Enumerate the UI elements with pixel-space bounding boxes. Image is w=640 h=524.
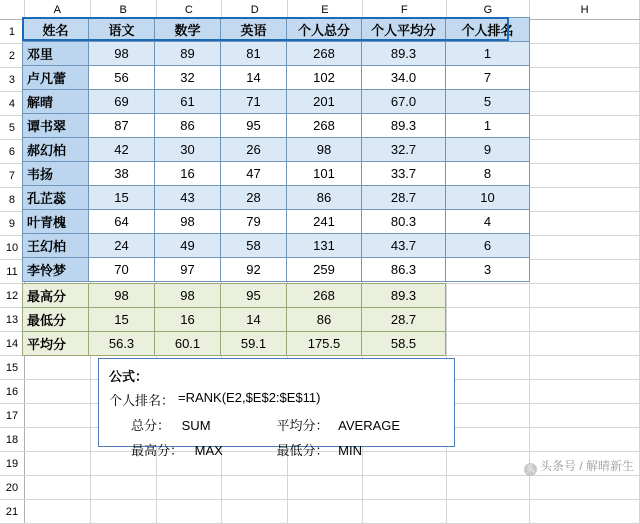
rank-label: 个人排名： [109,393,175,408]
row-header-20[interactable]: 20 [0,476,24,500]
score-cell-average[interactable]: 89.3 [362,114,446,138]
column-header-c[interactable]: C [156,0,222,20]
grid-corner[interactable] [0,0,24,20]
grid-cell[interactable] [288,500,363,524]
grid-cell[interactable] [530,500,640,524]
score-cell-total[interactable]: 131 [287,234,362,258]
score-cell-rank[interactable]: 7 [446,66,530,90]
table-row[interactable] [23,138,530,162]
student-name-cell[interactable]: 孔芷蕊 [23,186,89,210]
row-header-2[interactable]: 2 [0,44,24,68]
grid-cell[interactable] [446,428,530,452]
row-header-8[interactable]: 8 [0,188,24,212]
grid-cell[interactable] [530,332,640,356]
score-cell-rank[interactable]: 10 [446,186,530,210]
min-fn: MIN [338,443,362,458]
column-header-h[interactable]: H [530,0,640,20]
summary-cell-math[interactable]: 60.1 [155,332,221,356]
summary-cell-total[interactable]: 86 [287,308,362,332]
formula-note-box [98,358,455,458]
row-header-9[interactable]: 9 [0,212,24,236]
grid-cell[interactable] [24,428,90,452]
grid-cell[interactable] [24,380,90,404]
grid-cell[interactable] [446,476,530,500]
score-cell-average[interactable]: 33.7 [362,162,446,186]
student-name-cell[interactable]: 解晴 [23,90,89,114]
score-cell-english[interactable]: 58 [221,234,287,258]
summary-cell-english[interactable]: 59.1 [221,332,287,356]
score-cell-english[interactable]: 26 [221,138,287,162]
score-cell-english[interactable]: 92 [221,258,287,282]
row-header-4[interactable]: 4 [0,92,24,116]
score-cell-average[interactable]: 80.3 [362,210,446,234]
row-header-18[interactable]: 18 [0,428,24,452]
row-header-15[interactable]: 15 [0,356,24,380]
table-row[interactable] [23,66,530,90]
student-name-cell[interactable]: 卢凡蕾 [23,66,89,90]
summary-label-cell[interactable]: 平均分 [23,332,89,356]
score-cell-math[interactable]: 30 [155,138,221,162]
grid-cell[interactable] [530,212,640,236]
score-cell-total[interactable]: 268 [287,114,362,138]
row-header-21[interactable]: 21 [0,500,24,524]
summary-row[interactable] [23,332,446,356]
row-header-12[interactable]: 12 [0,284,24,308]
summary-row[interactable] [23,284,446,308]
score-cell-english[interactable]: 79 [221,210,287,234]
grid-cell[interactable] [530,236,640,260]
grid-cell[interactable] [530,260,640,284]
min-label: 最低分： [276,443,329,458]
table-header-row [23,18,530,42]
student-name-cell[interactable]: 王幻柏 [23,234,89,258]
grid-cell[interactable] [530,308,640,332]
table-header-cell[interactable]: 数学 [155,18,221,42]
grid-cell[interactable] [24,356,90,380]
grid-cell[interactable] [530,356,640,380]
student-name-cell[interactable]: 李怜梦 [23,258,89,282]
table-row[interactable] [23,90,530,114]
row-header-3[interactable]: 3 [0,68,24,92]
grid-cell[interactable] [446,332,530,356]
score-cell-chinese[interactable]: 15 [89,186,155,210]
grid-cell[interactable] [530,44,640,68]
summary-cell-average[interactable]: 28.7 [362,308,446,332]
score-cell-average[interactable]: 67.0 [362,90,446,114]
row-header-11[interactable]: 11 [0,260,24,284]
row-header-16[interactable]: 16 [0,380,24,404]
score-cell-math[interactable]: 43 [155,186,221,210]
table-row[interactable] [23,234,530,258]
average-label: 平均分： [276,418,329,433]
score-cell-english[interactable]: 14 [221,66,287,90]
score-cell-total[interactable]: 201 [287,90,362,114]
grid-cell[interactable] [446,356,530,380]
grid-cell[interactable] [530,92,640,116]
grid-cell[interactable] [530,140,640,164]
score-cell-english[interactable]: 28 [221,186,287,210]
table-header-cell[interactable]: 语文 [89,18,155,42]
score-cell-total[interactable]: 101 [287,162,362,186]
table-row[interactable] [23,162,530,186]
summary-cell-total[interactable]: 268 [287,284,362,308]
grid-cell[interactable] [530,116,640,140]
score-cell-chinese[interactable]: 98 [89,42,155,66]
score-cell-rank[interactable]: 1 [446,42,530,66]
grid-cell[interactable] [446,452,530,476]
table-header-cell[interactable]: 姓名 [23,18,89,42]
score-cell-total[interactable]: 86 [287,186,362,210]
row-header-10[interactable]: 10 [0,236,24,260]
score-cell-math[interactable]: 32 [155,66,221,90]
grid-cell[interactable] [530,20,640,44]
score-cell-chinese[interactable]: 70 [89,258,155,282]
score-cell-english[interactable]: 47 [221,162,287,186]
table-row[interactable] [23,210,530,234]
grid-cell[interactable] [446,500,530,524]
scores-table[interactable] [22,17,530,282]
score-cell-rank[interactable]: 6 [446,234,530,258]
row-header-6[interactable]: 6 [0,140,24,164]
watermark-text: 头条号 / 解晴新生 [539,459,634,473]
watermark-icon: 头 [525,464,535,474]
score-cell-math[interactable]: 16 [155,162,221,186]
column-header-a[interactable]: A [24,0,90,20]
score-cell-total[interactable]: 241 [287,210,362,234]
grid-cell[interactable] [530,428,640,452]
row-header-13[interactable]: 13 [0,308,24,332]
summary-cell-math[interactable]: 98 [155,284,221,308]
grid-cell[interactable] [446,404,530,428]
column-header-g[interactable]: G [446,0,530,20]
student-name-cell[interactable]: 谭书翠 [23,114,89,138]
grid-cell[interactable] [362,476,446,500]
score-cell-math[interactable]: 61 [155,90,221,114]
row-header-19[interactable]: 19 [0,452,24,476]
row-header-7[interactable]: 7 [0,164,24,188]
summary-cell-english[interactable]: 14 [221,308,287,332]
grid-cell[interactable] [530,476,640,500]
score-cell-english[interactable]: 71 [221,90,287,114]
score-cell-math[interactable]: 89 [155,42,221,66]
grid-cell[interactable] [24,452,90,476]
summary-cell-chinese[interactable]: 98 [89,284,155,308]
grid-cell[interactable] [24,404,90,428]
grid-cell[interactable] [530,284,640,308]
score-cell-math[interactable]: 97 [155,258,221,282]
score-cell-rank[interactable]: 1 [446,114,530,138]
grid-cell[interactable] [222,500,288,524]
column-header-f[interactable]: F [362,0,446,20]
summary-cell-english[interactable]: 95 [221,284,287,308]
score-cell-math[interactable]: 49 [155,234,221,258]
score-cell-total[interactable]: 98 [287,138,362,162]
column-header-d[interactable]: D [222,0,288,20]
grid-cell[interactable] [530,380,640,404]
summary-cell-chinese[interactable]: 15 [89,308,155,332]
average-fn: AVERAGE [338,418,401,433]
grid-cell[interactable] [530,68,640,92]
score-cell-rank[interactable]: 3 [446,258,530,282]
summary-cell-average[interactable]: 58.5 [362,332,446,356]
grid-cell[interactable] [362,500,446,524]
student-name-cell[interactable]: 邓里 [23,42,89,66]
grid-cell[interactable] [24,500,90,524]
grid-cell[interactable] [24,476,90,500]
score-cell-average[interactable]: 28.7 [362,186,446,210]
grid-cell[interactable] [446,284,530,308]
row-header-1[interactable]: 1 [0,20,24,44]
score-cell-math[interactable]: 98 [155,210,221,234]
score-cell-average[interactable]: 86.3 [362,258,446,282]
row-header-17[interactable]: 17 [0,404,24,428]
table-row[interactable] [23,258,530,282]
table-header-cell[interactable]: 个人排名 [446,18,530,42]
table-row[interactable] [23,42,530,66]
column-header-b[interactable]: B [90,0,156,20]
column-header-e[interactable]: E [288,0,363,20]
score-cell-average[interactable]: 34.0 [362,66,446,90]
grid-cell[interactable] [446,380,530,404]
grid-cell[interactable] [156,500,222,524]
grid-cell[interactable] [90,500,156,524]
score-cell-rank[interactable]: 9 [446,138,530,162]
score-cell-english[interactable]: 81 [221,42,287,66]
score-cell-total[interactable]: 259 [287,258,362,282]
watermark [524,457,634,476]
grid-cell[interactable] [530,164,640,188]
score-cell-chinese[interactable]: 24 [89,234,155,258]
row-header-5[interactable]: 5 [0,116,24,140]
summary-cell-average[interactable]: 89.3 [362,284,446,308]
score-cell-chinese[interactable]: 38 [89,162,155,186]
table-row[interactable] [23,114,530,138]
score-cell-total[interactable]: 102 [287,66,362,90]
total-label: 总分： [131,418,171,433]
grid-cell[interactable] [530,188,640,212]
summary-label-cell[interactable]: 最高分 [23,284,89,308]
score-cell-average[interactable]: 43.7 [362,234,446,258]
grid-cell[interactable] [222,476,288,500]
summary-row[interactable] [23,308,446,332]
table-row[interactable] [23,186,530,210]
max-label: 最高分： [131,443,184,458]
grid-cell[interactable] [446,308,530,332]
summary-cell-chinese[interactable]: 56.3 [89,332,155,356]
table-header-cell[interactable]: 个人平均分 [362,18,446,42]
score-cell-rank[interactable]: 5 [446,90,530,114]
row-header-14[interactable]: 14 [0,332,24,356]
grid-cell[interactable] [530,404,640,428]
formula-title: 公式： [109,369,149,384]
rank-formula: =RANK(E2,$E$2:$E$11) [178,390,321,405]
student-name-cell[interactable]: 叶青槐 [23,210,89,234]
score-cell-total[interactable]: 268 [287,42,362,66]
summary-label-cell[interactable]: 最低分 [23,308,89,332]
summary-cell-total[interactable]: 175.5 [287,332,362,356]
score-cell-chinese[interactable]: 56 [89,66,155,90]
score-cell-chinese[interactable]: 42 [89,138,155,162]
total-fn: SUM [181,418,211,433]
score-cell-math[interactable]: 86 [155,114,221,138]
grid-cell[interactable] [288,476,363,500]
score-cell-average[interactable]: 89.3 [362,42,446,66]
score-cell-rank[interactable]: 8 [446,162,530,186]
score-cell-chinese[interactable]: 69 [89,90,155,114]
score-cell-chinese[interactable]: 87 [89,114,155,138]
score-cell-average[interactable]: 32.7 [362,138,446,162]
score-cell-chinese[interactable]: 64 [89,210,155,234]
grid-cell[interactable] [90,476,156,500]
max-fn: MAX [194,443,223,458]
score-cell-rank[interactable]: 4 [446,210,530,234]
grid-cell[interactable] [156,476,222,500]
student-name-cell[interactable]: 郝幻柏 [23,138,89,162]
score-cell-english[interactable]: 95 [221,114,287,138]
table-header-cell[interactable]: 个人总分 [287,18,362,42]
summary-cell-math[interactable]: 16 [155,308,221,332]
student-name-cell[interactable]: 韦扬 [23,162,89,186]
table-header-cell[interactable]: 英语 [221,18,287,42]
summary-table[interactable] [22,283,446,356]
